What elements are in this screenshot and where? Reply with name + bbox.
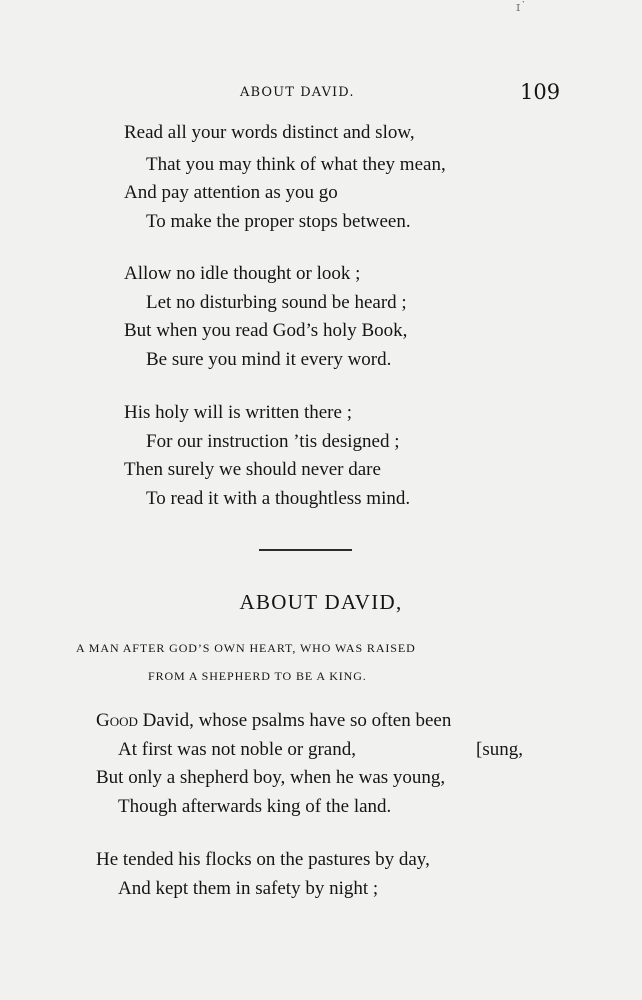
corner-mark: ɪ˙ — [516, 0, 527, 15]
section-subtitle-line: FROM A SHEPHERD TO BE A KING. — [148, 669, 367, 683]
verse-line: Let no disturbing sound be heard ; — [146, 292, 407, 313]
drop-word: Good — [96, 710, 138, 731]
section-title: ABOUT DAVID, — [239, 590, 403, 614]
verse-line: But when you read God’s holy Book, — [124, 320, 408, 341]
verse-line: Read all your words distinct and slow, — [124, 122, 415, 143]
verse-line-text: David, whose psalms have so often been — [137, 710, 452, 731]
page-number: 109 — [520, 80, 561, 104]
verse-line: But only a shepherd boy, when he was young, — [96, 767, 446, 788]
section-subtitle-line: A MAN AFTER GOD’S OWN HEART, WHO WAS RAISED — [76, 641, 416, 655]
section-divider — [259, 549, 352, 551]
verse-line: Be sure you mind it every word. — [146, 349, 392, 370]
verse-line: He tended his flocks on the pastures by day, — [96, 849, 430, 870]
verse-line: To read it with a thoughtless mind. — [146, 488, 411, 509]
turnover-word: [sung, — [476, 739, 523, 760]
verse-line: That you may think of what they mean, — [146, 154, 446, 175]
verse-line: And pay attention as you go — [124, 182, 338, 203]
verse-line: Then surely we should never dare — [124, 459, 381, 480]
verse-line: His holy will is written there ; — [124, 402, 352, 423]
verse-line: For our instruction ’tis designed ; — [146, 431, 400, 452]
verse-line: At first was not noble or grand, — [118, 739, 356, 760]
verse-line: Allow no idle thought or look ; — [124, 263, 361, 284]
verse-line: To make the proper stops between. — [146, 211, 411, 232]
verse-line — [96, 709, 451, 733]
running-header — [0, 80, 642, 108]
verse-line: And kept them in safety by night ; — [118, 878, 379, 899]
verse-line: Though afterwards king of the land. — [118, 796, 392, 817]
running-title: ABOUT DAVID. — [240, 85, 355, 100]
